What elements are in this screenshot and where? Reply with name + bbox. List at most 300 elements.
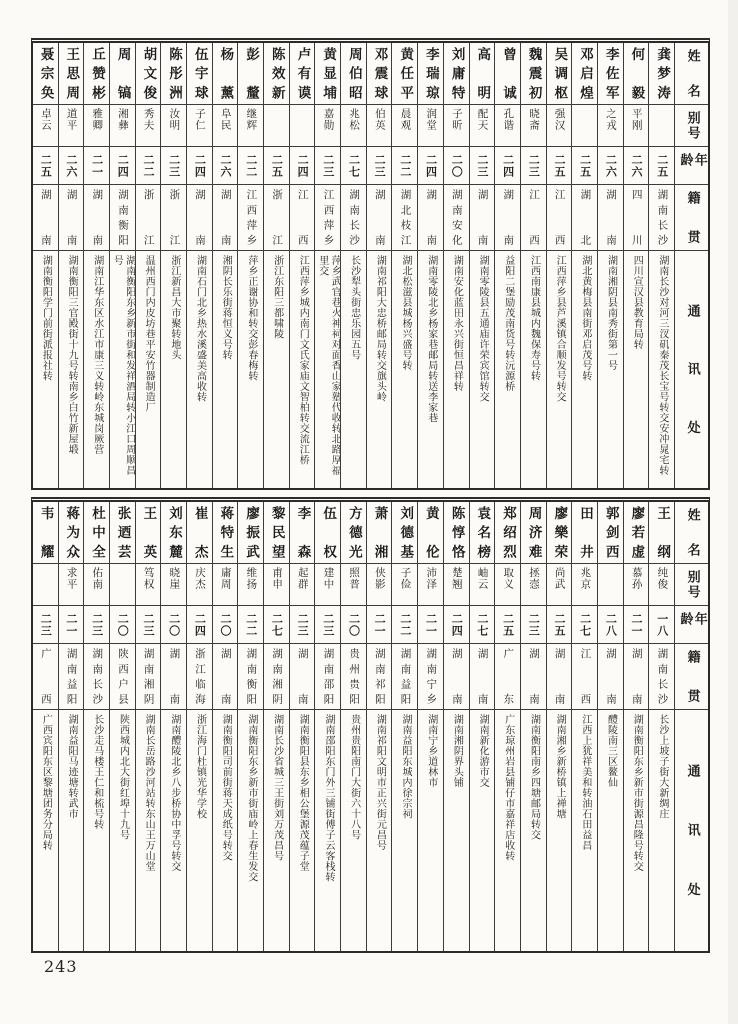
person-age-cell: [572, 606, 597, 644]
person-alias-cell: [213, 105, 238, 147]
person-name: 黄显埔: [320, 47, 337, 100]
person-alias-cell: [33, 564, 58, 606]
person-address: 益阳二堡励茂南货号转沅源桥: [502, 255, 514, 392]
person-age-cell: [547, 606, 572, 644]
person-address-cell: [264, 710, 289, 951]
person-column: [648, 502, 674, 951]
person-native-cell: [33, 185, 58, 251]
person-address-cell: [213, 710, 238, 951]
person-address-cell: [649, 251, 674, 488]
person-alias: 雅卿: [91, 108, 104, 131]
person-alias-cell: [649, 564, 674, 606]
person-address: 湖南衡阳东乡新市街源昌隆号转交: [631, 714, 643, 872]
person-native-place: 江西: [553, 189, 566, 246]
person-alias-cell: [341, 105, 366, 147]
person-address: 湖南醴陵北乡八步桥协中孚号转交: [168, 714, 180, 872]
person-age-cell: [290, 606, 315, 644]
person-column: [494, 502, 520, 951]
person-age-cell: [341, 606, 366, 644]
person-alias-cell: [624, 564, 649, 606]
person-name: 聂宗奂: [37, 47, 54, 100]
person-column: [237, 502, 263, 951]
header-name: [675, 43, 708, 105]
header-address: [675, 710, 708, 951]
person-address-cell: [444, 710, 469, 951]
person-age-cell: [187, 147, 212, 185]
person-native-place: 湖南祁阳: [373, 648, 386, 705]
header-name: [675, 502, 708, 564]
person-native-cell: [341, 644, 366, 710]
person-native-cell: [624, 185, 649, 251]
person-address: 温州西门内皮坊巷平安竹器制造厂: [143, 255, 155, 413]
person-name: 蒋特生: [217, 506, 234, 559]
person-native-cell: [598, 185, 623, 251]
person-alias-cell: [598, 105, 623, 147]
person-column: [623, 43, 649, 488]
person-name-cell: [315, 502, 340, 564]
person-native-cell: [161, 644, 186, 710]
person-native-cell: [161, 185, 186, 251]
person-name-cell: [367, 43, 392, 105]
person-age: 二三: [39, 612, 53, 637]
person-age: 二三: [141, 612, 155, 637]
person-native-place: 陕西户县: [116, 648, 129, 705]
person-age: 二五: [655, 153, 669, 178]
person-name: 李佐军: [602, 47, 619, 100]
person-address: 萍乡正谢协和转交彭春梅转: [245, 255, 257, 381]
person-native-cell: [495, 644, 520, 710]
person-native-place: 湖南: [168, 648, 181, 705]
person-alias-cell: [470, 564, 495, 606]
header-native-label: 籍贯: [684, 191, 700, 244]
header-native: [675, 644, 708, 710]
person-alias: 取义: [502, 567, 515, 590]
person-native-place: 四川: [630, 189, 643, 246]
person-native-place: 湖南: [450, 648, 463, 705]
person-address-cell: [161, 251, 186, 488]
person-native-cell: [392, 185, 417, 251]
person-name-cell: [521, 43, 546, 105]
person-age: 二三: [321, 612, 335, 637]
person-address-cell: [495, 251, 520, 488]
header-age-label: 年龄: [677, 153, 707, 167]
person-column: [83, 502, 109, 951]
person-name: 周镐: [114, 47, 131, 100]
person-alias-cell: [110, 105, 135, 147]
header-age-label: 年龄: [677, 612, 707, 626]
person-alias: 配天: [476, 108, 489, 131]
person-alias-cell: [84, 564, 109, 606]
person-native-cell: [290, 185, 315, 251]
person-native-cell: [392, 644, 417, 710]
person-age-cell: [624, 606, 649, 644]
person-native-place: 湖南: [476, 189, 489, 246]
person-native-place: 湖南宁乡: [425, 648, 438, 705]
person-native-cell: [547, 185, 572, 251]
person-name-cell: [470, 502, 495, 564]
person-native-cell: [264, 185, 289, 251]
person-age: 二〇: [347, 612, 361, 637]
person-name-cell: [59, 502, 84, 564]
person-native-cell: [495, 185, 520, 251]
person-age: 二一: [373, 612, 387, 637]
person-name-cell: [649, 502, 674, 564]
person-address: 湘阴长乐街蒋恒义号转: [220, 255, 232, 360]
person-alias-cell: [187, 564, 212, 606]
person-native-place: 浙江: [168, 189, 181, 246]
person-name: 刘庸特: [448, 47, 465, 100]
person-age: 二四: [450, 612, 464, 637]
person-address-cell: [444, 251, 469, 488]
person-address: 湖南安化蓝田永兴街恒昌祥转: [451, 255, 463, 392]
person-name-cell: [367, 502, 392, 564]
person-native-cell: [84, 185, 109, 251]
person-age: 二三: [527, 153, 541, 178]
person-name: 刘东麓: [166, 506, 183, 559]
person-age: 二六: [64, 153, 78, 178]
person-age: 二五: [270, 153, 284, 178]
person-column: [237, 43, 263, 488]
person-alias: 兆京: [579, 567, 592, 590]
person-age-cell: [547, 147, 572, 185]
person-name: 陈效新: [268, 47, 285, 100]
header-alias-label: 别号: [684, 570, 700, 599]
person-native-place: 湖南: [425, 189, 438, 246]
person-name-cell: [290, 502, 315, 564]
person-native-place: 湖南: [219, 648, 232, 705]
person-native-place: 湖南: [65, 189, 78, 246]
person-native-place: 湖南: [91, 189, 104, 246]
person-age-cell: [649, 606, 674, 644]
person-alias: 继辉: [245, 108, 258, 131]
person-name: 黎民望: [268, 506, 285, 559]
person-column: [571, 502, 597, 951]
person-native-cell: [213, 644, 238, 710]
person-address-cell: [290, 251, 315, 488]
person-native-place: 贵州贵阳: [348, 648, 361, 705]
person-address: 萍乡武官巷火神祠对面香山家塾代收转北路厚福里交: [316, 255, 341, 476]
person-address-cell: [598, 710, 623, 951]
person-age: 二〇: [167, 612, 181, 637]
person-native-cell: [187, 644, 212, 710]
person-address: 醴陵南三区鳌仙: [605, 714, 617, 788]
person-column: [597, 502, 623, 951]
person-name-cell: [264, 43, 289, 105]
person-name: 伍权: [320, 506, 337, 559]
person-address-cell: [33, 710, 58, 951]
person-address: 湖南长岳路沙河站转东山王万山堂: [143, 714, 155, 872]
person-column: [109, 502, 135, 951]
person-native-cell: [418, 644, 443, 710]
person-column: [289, 502, 315, 951]
person-native-cell: [136, 185, 161, 251]
person-alias-cell: [84, 105, 109, 147]
person-name-cell: [110, 43, 135, 105]
person-name: 李瑞琼: [422, 47, 439, 100]
person-name: 刘德基: [397, 506, 414, 559]
person-alias: 汝明: [168, 108, 181, 131]
person-age: 二三: [475, 153, 489, 178]
person-age-cell: [213, 606, 238, 644]
person-age: 二一: [630, 612, 644, 637]
person-native-cell: [521, 644, 546, 710]
person-alias-cell: [315, 564, 340, 606]
person-alias: 佑南: [91, 567, 104, 590]
header-alias: [675, 564, 708, 606]
person-name-cell: [444, 43, 469, 105]
person-native-cell: [136, 644, 161, 710]
person-name: 彭釐: [243, 47, 260, 100]
person-address: 湖南祁阳文明市正兴街元昌号: [374, 714, 386, 851]
person-column: [340, 502, 366, 951]
person-alias-cell: [547, 564, 572, 606]
person-age: 二二: [141, 153, 155, 178]
person-address: 湖南新化游市交: [477, 714, 489, 788]
person-address-cell: [187, 710, 212, 951]
person-address: 长沙犁头街忠乐园五号: [348, 255, 360, 360]
person-column: [314, 502, 340, 951]
person-alias: 笃权: [142, 567, 155, 590]
person-native-place: 湖南: [39, 189, 52, 246]
person-address-cell: [84, 251, 109, 488]
person-native-cell: [470, 644, 495, 710]
person-alias-cell: [213, 564, 238, 606]
person-native-cell: [315, 644, 340, 710]
header-address-label: 通讯处: [684, 764, 700, 897]
person-address: 湖南石门北乡热水溪盛美高收转: [194, 255, 206, 402]
person-name-cell: [213, 502, 238, 564]
person-column: [160, 502, 186, 951]
person-alias-cell: [470, 105, 495, 147]
directory-table-upper: [31, 38, 710, 490]
person-name-cell: [264, 502, 289, 564]
person-address-cell: [341, 251, 366, 488]
person-address-cell: [33, 251, 58, 488]
person-column: [186, 43, 212, 488]
person-native-place: 湖南: [630, 648, 643, 705]
person-age: 二一: [90, 153, 104, 178]
person-column: [289, 43, 315, 488]
person-native-place: 湖南: [527, 648, 540, 705]
person-age: 二三: [373, 153, 387, 178]
person-native-place: 江西: [579, 648, 592, 705]
person-name-cell: [290, 43, 315, 105]
person-native-cell: [649, 185, 674, 251]
person-native-cell: [444, 644, 469, 710]
person-name: 卢有谟: [294, 47, 311, 100]
person-age-cell: [136, 147, 161, 185]
person-native-place: 湖南: [194, 189, 207, 246]
person-age: 二七: [270, 612, 284, 637]
person-native-place: 湖南长沙: [656, 648, 669, 705]
person-address: 湖南衡阳学门前街派报社转: [40, 255, 52, 381]
person-age: 二六: [630, 153, 644, 178]
person-age-cell: [238, 606, 263, 644]
person-column: [366, 502, 392, 951]
person-age: 二五: [501, 612, 515, 637]
person-age-cell: [110, 147, 135, 185]
person-name-cell: [547, 43, 572, 105]
person-native-place: 浙江: [142, 189, 155, 246]
person-address: 湖南衡阳东乡新市街和发祥酒局转小江口周顺昌号: [111, 255, 135, 476]
person-native-place: 湖南: [502, 189, 515, 246]
person-alias: 之戎: [605, 108, 618, 131]
person-age-cell: [444, 147, 469, 185]
person-native-cell: [367, 185, 392, 251]
person-address: 湖南江华东区水江市康三义转岭东城岗厥营: [91, 255, 103, 455]
person-name-cell: [470, 43, 495, 105]
person-alias-cell: [238, 564, 263, 606]
person-age-cell: [367, 147, 392, 185]
person-alias: 卓云: [39, 108, 52, 131]
directory-table-lower: [31, 497, 710, 953]
person-column: [263, 43, 289, 488]
person-alias: 孔谐: [502, 108, 515, 131]
person-alias-cell: [418, 105, 443, 147]
person-address-cell: [161, 710, 186, 951]
person-native-place: 湖南: [476, 648, 489, 705]
person-name: 廖振武: [243, 506, 260, 559]
person-alias-cell: [33, 105, 58, 147]
person-alias: 强汉: [553, 108, 566, 131]
person-name-cell: [33, 43, 58, 105]
person-name: 陈惇恪: [448, 506, 465, 559]
person-alias-cell: [418, 564, 443, 606]
person-address: 浙江东阳三都啸陵: [271, 255, 283, 339]
person-name: 王思周: [63, 47, 80, 100]
person-column: [546, 502, 572, 951]
person-column: [443, 502, 469, 951]
person-age-cell: [84, 147, 109, 185]
person-name-cell: [136, 43, 161, 105]
person-age-cell: [315, 606, 340, 644]
person-alias: 慕孙: [630, 567, 643, 590]
person-native-place: 江西: [527, 189, 540, 246]
person-native-cell: [649, 644, 674, 710]
person-age: 二二: [398, 612, 412, 637]
person-alias-cell: [495, 564, 520, 606]
person-name: 丘赞彬: [88, 47, 105, 100]
person-native-place: 湖南: [553, 648, 566, 705]
person-name-cell: [547, 502, 572, 564]
person-address-cell: [392, 251, 417, 488]
header-alias-label: 别号: [684, 111, 700, 140]
person-alias-cell: [392, 105, 417, 147]
person-native-cell: [33, 644, 58, 710]
person-age: 二六: [219, 153, 233, 178]
person-native-cell: [110, 644, 135, 710]
person-native-cell: [624, 644, 649, 710]
person-name-cell: [495, 502, 520, 564]
person-address: 湖南益阳东城内徐宗祠: [400, 714, 412, 819]
person-column: [33, 502, 58, 951]
person-native-cell: [341, 185, 366, 251]
person-alias-cell: [315, 105, 340, 147]
person-alias: 纯俊: [656, 567, 669, 590]
person-native-place: 湖南: [219, 189, 232, 246]
person-name: 王英: [140, 506, 157, 559]
person-address: 湖南宁乡道林市: [425, 714, 437, 788]
person-column: [340, 43, 366, 488]
person-address-cell: [315, 710, 340, 951]
person-address-cell: [547, 251, 572, 488]
person-column: [417, 43, 443, 488]
person-column: [469, 43, 495, 488]
person-native-cell: [367, 644, 392, 710]
person-alias: 润堂: [425, 108, 438, 131]
person-age: 二四: [193, 612, 207, 637]
person-alias: 拯悫: [527, 567, 540, 590]
person-alias: 侠影: [373, 567, 386, 590]
person-alias: 子俭: [399, 567, 412, 590]
person-address-cell: [418, 710, 443, 951]
person-age-cell: [598, 147, 623, 185]
person-address: 湖南长沙对河三汊矶秦茂长宝号转交安冲晁宅转: [656, 255, 668, 476]
person-name-cell: [572, 43, 597, 105]
person-native-place: 江西萍乡: [322, 189, 335, 246]
person-address: 广东琼州岩县铺仔市嘉祥店收转: [502, 714, 514, 861]
header-native-label: 籍贯: [684, 650, 700, 703]
person-native-cell: [598, 644, 623, 710]
person-column: [469, 502, 495, 951]
person-age-cell: [33, 606, 58, 644]
person-name: 廖樂荣: [551, 506, 568, 559]
person-native-cell: [238, 644, 263, 710]
person-native-place: 浙江: [271, 189, 284, 246]
person-name: 方德光: [345, 506, 362, 559]
person-alias: 晨观: [399, 108, 412, 131]
person-age-cell: [33, 147, 58, 185]
person-age: 二五: [578, 153, 592, 178]
person-alias: 嘉勋: [322, 108, 335, 131]
person-name: 高明: [474, 47, 491, 100]
person-alias: 建中: [322, 567, 335, 590]
person-name: 周伯昭: [345, 47, 362, 100]
person-column: [546, 43, 572, 488]
person-alias-cell: [59, 105, 84, 147]
person-name-cell: [187, 43, 212, 105]
person-alias: 湘彝: [116, 108, 129, 131]
person-alias-cell: [598, 564, 623, 606]
person-age-cell: [521, 147, 546, 185]
person-name-cell: [392, 502, 417, 564]
person-age-cell: [624, 147, 649, 185]
person-address: 湖南零陵北乡杨家巷邮局转送李家巷: [425, 255, 437, 423]
person-column: [212, 43, 238, 488]
person-address-cell: [547, 710, 572, 951]
person-column: [58, 502, 84, 951]
person-address-cell: [624, 710, 649, 951]
person-name-cell: [598, 43, 623, 105]
person-alias-cell: [495, 105, 520, 147]
person-name: 崔杰: [191, 506, 208, 559]
header-column: [674, 43, 708, 488]
person-native-place: 湖南: [605, 189, 618, 246]
person-address-cell: [598, 251, 623, 488]
person-age: 一八: [655, 612, 669, 637]
person-alias: 起群: [296, 567, 309, 590]
person-age: 二三: [527, 612, 541, 637]
person-address-cell: [649, 710, 674, 951]
person-age-cell: [84, 606, 109, 644]
person-alias-cell: [444, 105, 469, 147]
person-native-cell: [59, 644, 84, 710]
person-age: 二一: [64, 612, 78, 637]
person-name: 伍宇球: [191, 47, 208, 100]
person-native-place: 湖南长沙: [91, 648, 104, 705]
person-age: 二六: [604, 153, 618, 178]
person-address-cell: [315, 251, 340, 488]
